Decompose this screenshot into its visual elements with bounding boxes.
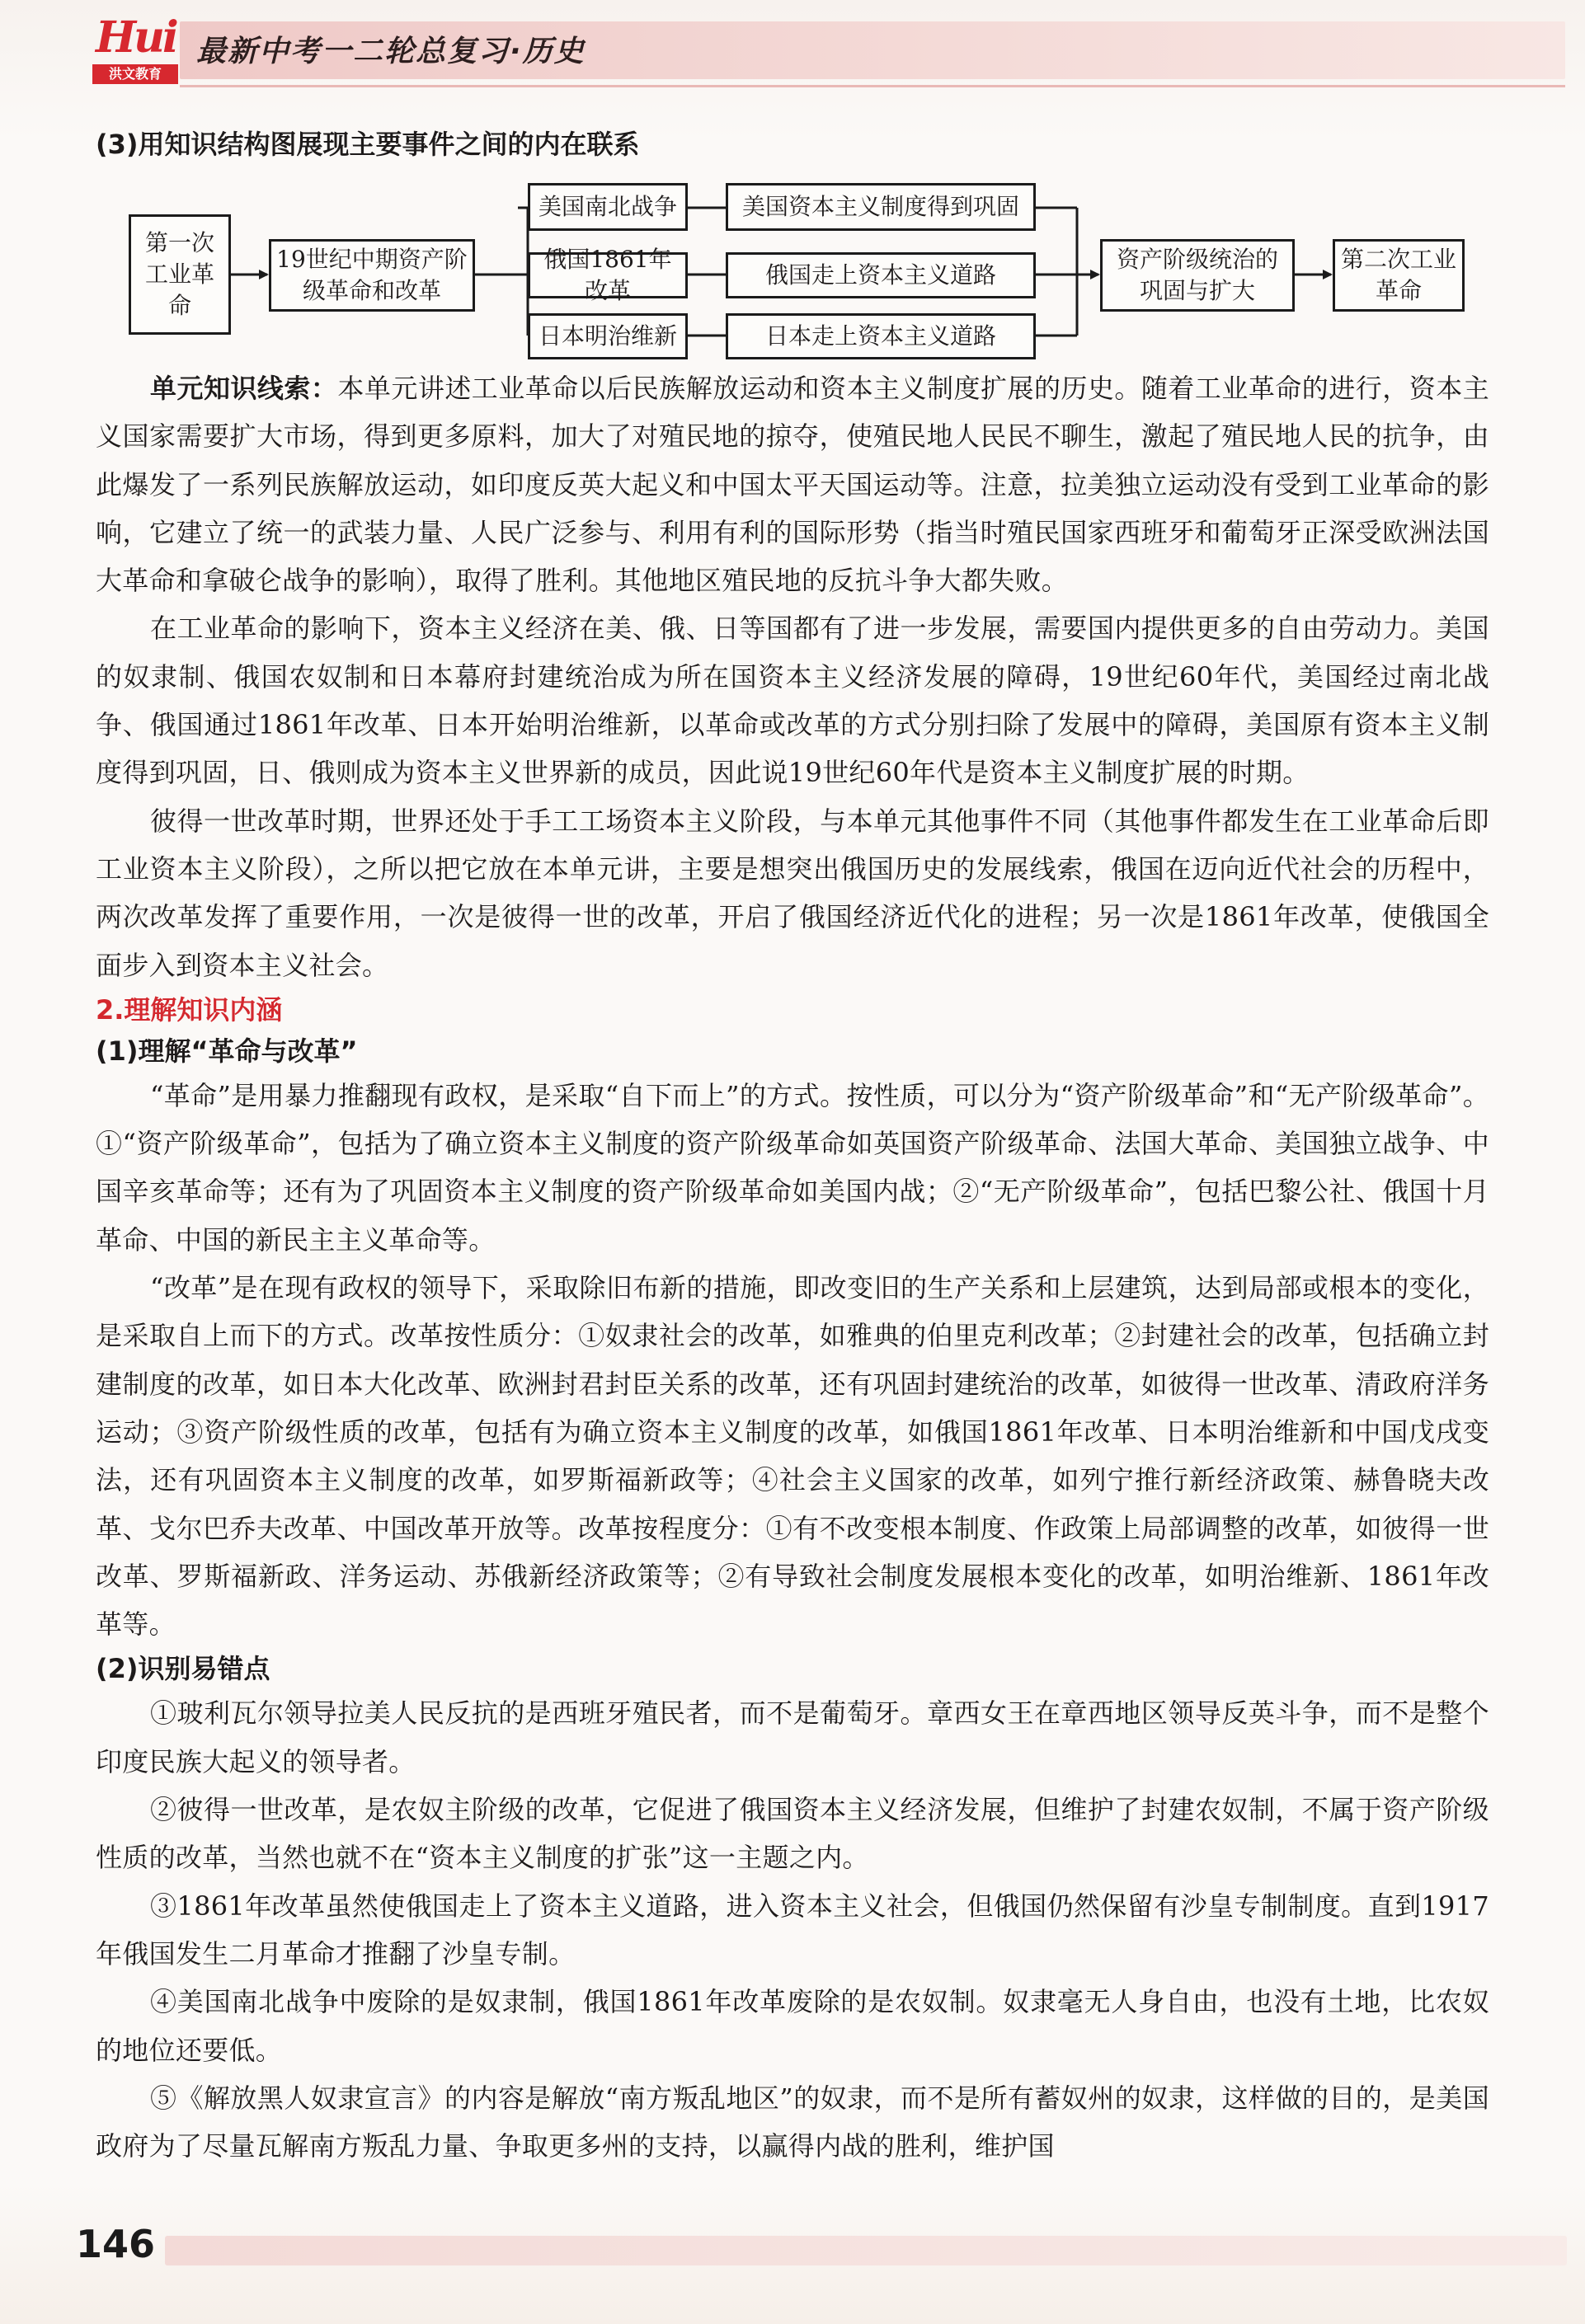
- unit-clue-label: 单元知识线索：: [150, 373, 338, 404]
- logo-text: 洪文教育: [92, 64, 178, 84]
- node-mid19th-revolutions-reforms: 19世纪中期资产阶级革命和改革: [269, 239, 475, 312]
- node-meiji-restoration: 日本明治维新: [528, 313, 688, 359]
- node-bourgeois-rule-expansion: 资产阶级统治的巩固与扩大: [1100, 239, 1295, 312]
- node-japan-capitalist-road: 日本走上资本主义道路: [726, 313, 1036, 359]
- page-header: [0, 0, 1585, 101]
- page-content: [96, 124, 1489, 2170]
- error-point-1: ①玻利瓦尔领导拉美人民反抗的是西班牙殖民者，而不是葡萄牙。章西女王在章西地区领导反英斗争，而不是整个印度民族大起义的领导者。: [96, 1697, 1489, 1777]
- node-russia-1861-reform: 俄国1861年改革: [528, 252, 688, 298]
- logo-mark: Hui: [96, 12, 176, 63]
- subheading-common-errors: (2)识别易错点: [96, 1653, 270, 1685]
- subheading-revolution-reform: (1)理解“革命与改革”: [96, 1035, 358, 1067]
- paragraph-reform-definition: “改革”是在现有政权的领导下，采取除旧布新的措施，即改变旧的生产关系和上层建筑，达到局部或根本的变化，是采取自上而下的方式。改革按性质分：①奴隶社会的改革，如雅典的伯里克利改革；②封建社会的改革，包括确立封建制度的改革，如日本大化改革、欧洲封君封臣关系的改革，还有巩固封建统治的改革，如彼得一世改革、清政府洋务运动；③资产阶级性质的改革，包括有为确立资本主义制度的改革，如俄国1861年改革、日本明治维新和中国戊戌变法，还有巩固资本主义制度的改革，如罗斯福新政等；④社会主义国家的改革，如列宁推行新经济政策、赫鲁晓夫改革、戈尔巴乔夫改革、中国改革开放等。改革按程度分：①有不改变根本制度、作政策上局部调整的改革，如彼得一世改革、罗斯福新政、洋务运动、苏俄新经济政策等；②有导致社会制度发展根本变化的改革，如明治维新、1861年改革等。: [96, 1272, 1489, 1641]
- paragraph-peter-reform: 彼得一世改革时期，世界还处于手工工场资本主义阶段，与本单元其他事件不同（其他事件都发生在工业革命后即工业资本主义阶段），之所以把它放在本单元讲，主要是想突出俄国历史的发展线索，俄国在迈向近代社会的历程中，两次改革发挥了重要作用，一次是彼得一世的改革，开启了俄国经济近代化的进程；另一次是1861年改革，使俄国全面步入到资本主义社会。: [96, 805, 1489, 981]
- node-american-civil-war: 美国南北战争: [528, 183, 688, 231]
- paragraph-revolution-definition: “革命”是用暴力推翻现有政权，是采取“自下而上”的方式。按性质，可以分为“资产阶级革命”和“无产阶级革命”。①“资产阶级革命”，包括为了确立资本主义制度的资产阶级革命如英国资产阶级革命、法国大革命、美国独立战争、中国辛亥革命等；还有为了巩固资本主义制度的资产阶级革命如美国内战；②“无产阶级革命”，包括巴黎公社、俄国十月革命、中国的新民主主义革命等。: [96, 1079, 1489, 1256]
- node-russia-capitalist-road: 俄国走上资本主义道路: [726, 252, 1036, 298]
- node-second-industrial-revolution: 第二次工业革命: [1333, 239, 1465, 312]
- heading-understand-knowledge: 2.理解知识内涵: [96, 993, 283, 1026]
- unit-clue-text: 本单元讲述工业革命以后民族解放运动和资本主义制度扩展的历史。随着工业革命的进行，资本主义国家需要扩大市场，得到更多原料，加大了对殖民地的掠夺，使殖民地人民民不聊生，激起了殖民地人民的抗争，由此爆发了一系列民族解放运动，如印度反英大起义和中国太平天国运动等。注意，拉美独立运动没有受到工业革命的影响，它建立了统一的武装力量、人民广泛参与、利用有利的国际形势（指当时殖民国家西班牙和葡萄牙正深受欧洲法国大革命和拿破仑战争的影响），取得了胜利。其他地区殖民地的反抗斗争大都失败。: [96, 373, 1489, 597]
- node-first-industrial-revolution: 第一次工业革命: [129, 214, 231, 335]
- paragraph-industrial-impact: 在工业革命的影响下，资本主义经济在美、俄、日等国都有了进一步发展，需要国内提供更多的自由劳动力。美国的奴隶制、俄国农奴制和日本幕府封建统治成为所在国资本主义经济发展的障碍，19世纪60年代，美国经过南北战争、俄国通过1861年改革、日本开始明治维新，以革命或改革的方式分别扫除了发展中的障碍，美国原有资本主义制度得到巩固，日、俄则成为资本主义世界新的成员，因此说19世纪60年代是资本主义制度扩展的时期。: [96, 613, 1489, 789]
- footer-band: [165, 2236, 1567, 2265]
- error-point-3: ③1861年改革虽然使俄国走上了资本主义道路，进入资本主义社会，但俄国仍然保留有沙皇专制制度。直到1917年俄国发生二月革命才推翻了沙皇专制。: [96, 1890, 1489, 1970]
- publisher-logo: [92, 13, 181, 89]
- error-point-4: ④美国南北战争中废除的是奴隶制，俄国1861年改革废除的是农奴制。奴隶毫无人身自由，也没有土地，比农奴的地位还要低。: [96, 1986, 1489, 2066]
- error-point-5: ⑤《解放黑人奴隶宣言》的内容是解放“南方叛乱地区”的奴隶，而不是所有蓄奴州的奴隶，这样做的目的，是美国政府为了尽量瓦解南方叛乱力量、争取更多州的支持，以赢得内战的胜利，维护国: [96, 2082, 1489, 2162]
- unit-clue-paragraph: [96, 364, 1489, 604]
- error-point-2: ②彼得一世改革，是农奴主阶级的改革，它促进了俄国资本主义经济发展，但维护了封建农奴制，不属于资产阶级性质的改革，当然也就不在“资本主义制度的扩张”这一主题之内。: [96, 1794, 1489, 1874]
- book-title: 最新中考一二轮总复习·历史: [196, 35, 586, 68]
- node-us-capitalism-consolidated: 美国资本主义制度得到巩固: [726, 183, 1036, 231]
- diagram-spacer: [96, 165, 1489, 364]
- section-3-title: (3)用知识结构图展现主要事件之间的内在联系: [96, 129, 640, 160]
- page-number: 146: [76, 2222, 156, 2266]
